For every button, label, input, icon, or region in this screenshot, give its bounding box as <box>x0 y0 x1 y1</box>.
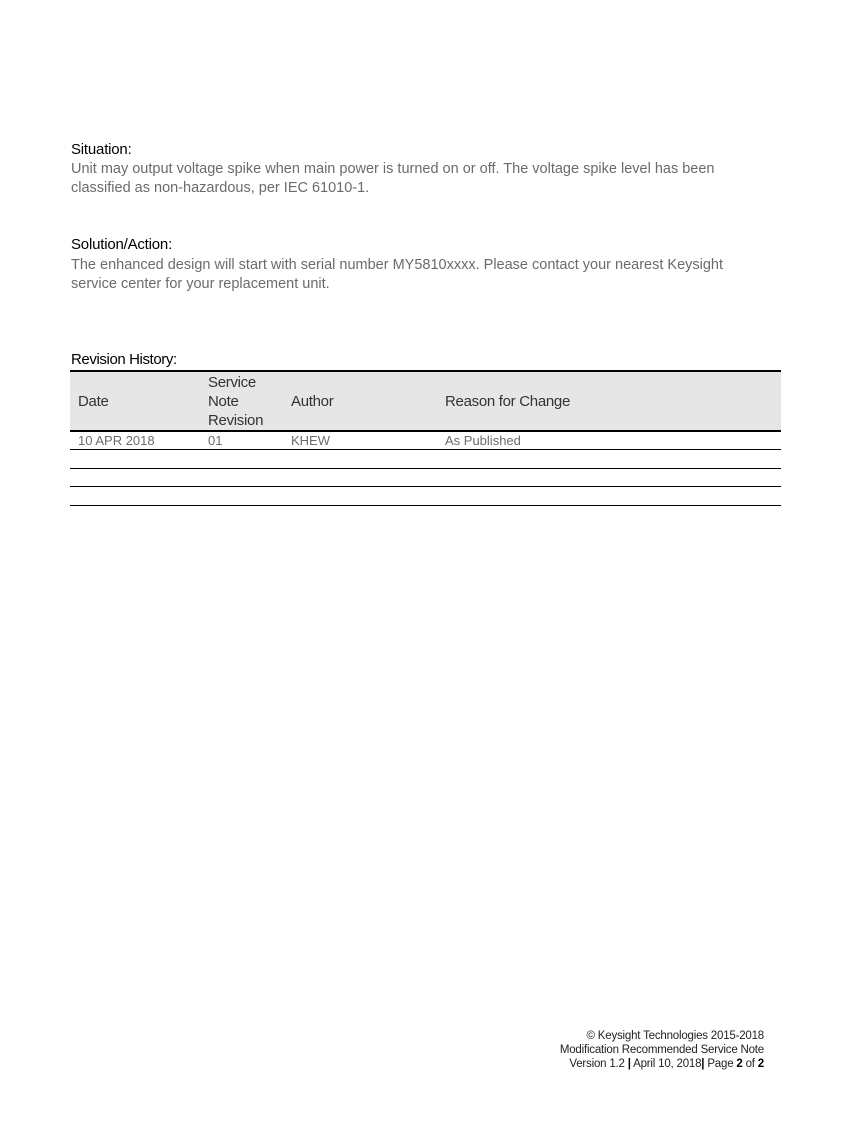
column-header-author: Author <box>283 371 437 431</box>
column-header-revision-line2: Note <box>208 392 239 410</box>
solution-text: The enhanced design will start with serial number MY5810xxxx. Please contact your nearest Keysight service center for your replacement unit. <box>71 257 724 292</box>
footer-note-type: Modification Recommended Service Note <box>559 1044 764 1056</box>
solution-heading: Solution/Action: <box>71 236 173 253</box>
footer-page-current: 2 <box>736 1058 743 1070</box>
footer-page-label: Page <box>707 1058 734 1070</box>
cell-date: 10 APR 2018 <box>70 431 200 450</box>
table-row-empty <box>70 487 781 506</box>
cell-reason: As Published <box>437 431 781 450</box>
footer-version: Version 1.2 <box>569 1058 625 1070</box>
column-header-revision-line3: Revision <box>208 411 264 429</box>
column-header-revision-line1: Service <box>208 373 256 391</box>
footer-version-line: Version 1.2 | April 10, 2018| Page 2 of 2 <box>569 1058 764 1070</box>
table-row-empty <box>70 450 781 469</box>
cell-author: KHEW <box>283 431 437 450</box>
column-header-revision <box>200 371 283 431</box>
footer <box>560 1029 764 1071</box>
table-row <box>70 431 781 450</box>
column-header-reason: Reason for Change <box>437 371 781 431</box>
table-header-row <box>70 371 781 431</box>
situation-heading: Situation: <box>71 141 132 158</box>
footer-page-total: 2 <box>757 1058 764 1070</box>
footer-date: April 10, 2018 <box>633 1058 702 1070</box>
cell-revision: 01 <box>200 431 283 450</box>
revision-history-table <box>70 370 781 506</box>
footer-page-of: of <box>745 1058 755 1070</box>
footer-copyright: © Keysight Technologies 2015-2018 <box>586 1030 764 1042</box>
column-header-date: Date <box>70 371 200 431</box>
revision-history-heading: Revision History: <box>71 351 177 368</box>
situation-text: Unit may output voltage spike when main power is turned on or off. The voltage spike level has been classified as non-hazardous, per IEC 61010-1. <box>71 161 715 196</box>
table-row-empty <box>70 468 781 487</box>
